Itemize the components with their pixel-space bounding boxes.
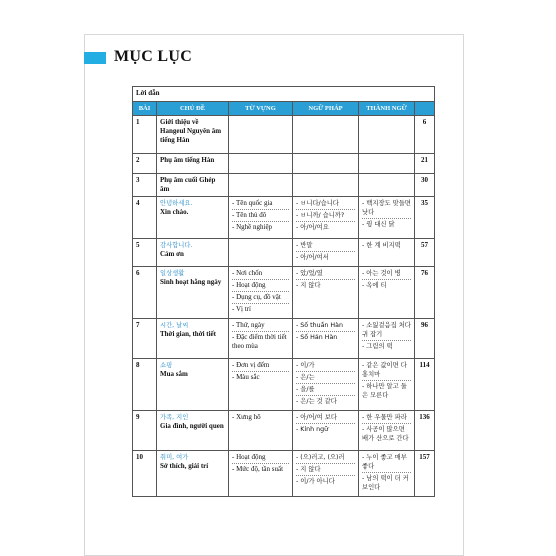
lesson-number: 9 — [133, 411, 157, 451]
page-number: 157 — [415, 451, 435, 497]
grammar-item: - ㅂ니다/습니다 — [296, 199, 355, 210]
vocab-item: - Dụng cụ, đồ vật — [232, 293, 289, 304]
vocab-item: - Vị trí — [232, 305, 251, 313]
topic-vietnamese: Sở thích, giải trí — [160, 462, 209, 470]
page-title: MỤC LỤC — [114, 48, 193, 65]
topic-korean: 안녕하세요. — [160, 200, 193, 207]
page-number: 21 — [415, 154, 435, 174]
idiom-cell — [359, 411, 415, 451]
idiom-item: - 하나만 알고 둘은 모른다 — [362, 383, 407, 399]
vocab-cell — [229, 411, 293, 451]
topic-korean: 일상생활 — [160, 270, 185, 277]
vocab-cell — [229, 154, 293, 174]
lesson-number: 10 — [133, 451, 157, 497]
vocab-item: - Đơn vị đếm — [232, 361, 289, 372]
idiom-item: - 남의 떡이 더 커 보인다 — [362, 475, 409, 491]
table-of-contents — [132, 86, 435, 497]
vocab-item: - Tên thủ đô — [232, 211, 289, 222]
vocab-cell — [229, 359, 293, 411]
topic-vietnamese: Mua sắm — [160, 370, 188, 378]
table-row — [133, 359, 435, 411]
grammar-item: - ㅂ니까/ 습니까? — [296, 211, 355, 222]
header-vocab: TỪ VỰNG — [229, 102, 293, 116]
idiom-item: - 누이 좋고 매부 좋다 — [362, 453, 411, 473]
lesson-number: 5 — [133, 239, 157, 267]
header-grammar: NGỮ PHÁP — [293, 102, 359, 116]
table-row — [133, 239, 435, 267]
vocab-cell — [229, 116, 293, 154]
vocab-cell — [229, 319, 293, 359]
page-number: 114 — [415, 359, 435, 411]
header-idiom: THÀNH NGỮ — [359, 102, 415, 116]
lesson-topic — [157, 174, 229, 197]
grammar-item: - Số thuần Hàn — [296, 321, 355, 332]
lesson-topic — [157, 451, 229, 497]
idiom-item: - 소잃겉음집 처다 귀 잡기 — [362, 321, 411, 341]
grammar-item: - 았/었/였 — [296, 269, 355, 280]
table-row — [133, 154, 435, 174]
header-row — [133, 102, 435, 116]
table-row — [133, 197, 435, 239]
lesson-number: 8 — [133, 359, 157, 411]
idiom-item: - 같은 값이면 다홍치마 — [362, 361, 411, 381]
grammar-cell — [293, 319, 359, 359]
page-number: 76 — [415, 267, 435, 319]
page-number: 6 — [415, 116, 435, 154]
lesson-topic — [157, 267, 229, 319]
lesson-number: 2 — [133, 154, 157, 174]
vocab-cell — [229, 239, 293, 267]
vocab-item: - Thứ, ngày — [232, 321, 289, 332]
grammar-cell — [293, 154, 359, 174]
vocab-item: - Đặc điểm thời tiết theo mùa — [232, 333, 287, 350]
table-row — [133, 116, 435, 154]
idiom-item: - 옥에 티 — [362, 282, 387, 289]
idiom-item: - 꿩 대신 닭 — [362, 221, 395, 228]
lesson-topic — [157, 411, 229, 451]
idiom-cell — [359, 239, 415, 267]
intro-label: Lời dẫn — [133, 87, 435, 102]
grammar-cell — [293, 239, 359, 267]
page-number: 136 — [415, 411, 435, 451]
topic-korean: 쇼핑 — [160, 362, 173, 369]
lesson-topic — [157, 319, 229, 359]
idiom-item: - 사공이 많으면 배가 산으로 간다 — [362, 426, 409, 442]
lesson-topic — [157, 359, 229, 411]
grammar-item: - 지 않다 — [296, 465, 355, 476]
title-accent-bar — [84, 52, 106, 64]
table-row — [133, 319, 435, 359]
grammar-item: - 을/를 — [296, 385, 355, 396]
idiom-item: - 한 우물만 파라 — [362, 413, 411, 424]
grammar-item: - 아/어/여요 — [296, 224, 329, 231]
vocab-cell — [229, 451, 293, 497]
idiom-item: - 백지장도 맞들면 낫다 — [362, 199, 411, 219]
grammar-cell — [293, 359, 359, 411]
page-number: 35 — [415, 197, 435, 239]
idiom-cell — [359, 267, 415, 319]
topic-vietnamese: Phụ âm tiếng Hàn — [160, 156, 215, 164]
grammar-item: - 은/는 것 같다 — [296, 398, 337, 405]
grammar-cell — [293, 451, 359, 497]
lesson-number: 7 — [133, 319, 157, 359]
lesson-number: 6 — [133, 267, 157, 319]
grammar-cell — [293, 411, 359, 451]
lesson-number: 4 — [133, 197, 157, 239]
header-page — [415, 102, 435, 116]
topic-korean: 시간, 날씨 — [160, 322, 189, 329]
vocab-item: - Màu sắc — [232, 373, 260, 381]
topic-vietnamese: Thời gian, thời tiết — [160, 330, 216, 338]
grammar-item: - 반말 — [296, 241, 355, 252]
vocab-cell — [229, 174, 293, 197]
page-number: 30 — [415, 174, 435, 197]
vocab-item: - Xưng hô — [232, 413, 261, 421]
grammar-item: - (으)러고, (으)러 — [296, 453, 355, 464]
idiom-cell — [359, 154, 415, 174]
grammar-item: - 아/어/여 보다 — [296, 413, 355, 424]
topic-korean: 감사합니다. — [160, 242, 193, 249]
idiom-cell — [359, 174, 415, 197]
idiom-cell — [359, 359, 415, 411]
idiom-cell — [359, 116, 415, 154]
topic-vietnamese: Xin chào. — [160, 208, 189, 216]
grammar-item: - 이/가 아니다 — [296, 478, 335, 485]
lesson-number: 3 — [133, 174, 157, 197]
vocab-item: - Hoạt động — [232, 281, 289, 292]
vocab-item: - Tên quốc gia — [232, 199, 289, 210]
topic-korean: 가족, 지인 — [160, 414, 189, 421]
intro-row — [133, 87, 435, 102]
grammar-item: - Số Hán Hàn — [296, 334, 338, 341]
table-row — [133, 451, 435, 497]
vocab-item: - Nghề nghiệp — [232, 223, 273, 231]
grammar-cell — [293, 174, 359, 197]
grammar-cell — [293, 116, 359, 154]
vocab-cell — [229, 267, 293, 319]
topic-vietnamese: Giới thiệu về Hangeul Nguyên âm tiếng Hàn — [160, 118, 222, 144]
header-lesson: BÀI — [133, 102, 157, 116]
grammar-item: - 은/는 — [296, 373, 355, 384]
idiom-cell — [359, 197, 415, 239]
vocab-cell — [229, 197, 293, 239]
idiom-cell — [359, 319, 415, 359]
header-topic: CHỦ ĐỀ — [157, 102, 229, 116]
page-number: 57 — [415, 239, 435, 267]
table-row — [133, 267, 435, 319]
idiom-item: - 아는 것이 병 — [362, 269, 411, 280]
lesson-topic — [157, 154, 229, 174]
vocab-item: - Nơi chốn — [232, 269, 289, 280]
vocab-item: - Mức độ, tần suất — [232, 465, 284, 473]
idiom-item: - 한 계 비지떡 — [362, 242, 401, 249]
topic-vietnamese: Phụ âm cuối Ghép âm — [160, 176, 216, 193]
lesson-topic — [157, 116, 229, 154]
lesson-topic — [157, 239, 229, 267]
lesson-topic — [157, 197, 229, 239]
grammar-item: - 아/어/여서 — [296, 254, 329, 261]
idiom-cell — [359, 451, 415, 497]
topic-korean: 취미, 여가 — [160, 454, 189, 461]
topic-vietnamese: Gia đình, người quen — [160, 422, 224, 430]
grammar-item: - 이/가 — [296, 361, 355, 372]
grammar-cell — [293, 267, 359, 319]
grammar-item: - Kính ngữ — [296, 426, 329, 433]
topic-vietnamese: Sinh hoạt hằng ngày — [160, 278, 222, 286]
grammar-cell — [293, 197, 359, 239]
grammar-item: - 지 않다 — [296, 282, 321, 289]
page-number: 96 — [415, 319, 435, 359]
lesson-number: 1 — [133, 116, 157, 154]
topic-vietnamese: Cảm ơn — [160, 250, 184, 258]
vocab-item: - Hoạt động — [232, 453, 289, 464]
table-row — [133, 174, 435, 197]
idiom-item: - 그림의 떡 — [362, 343, 393, 350]
table-row — [133, 411, 435, 451]
